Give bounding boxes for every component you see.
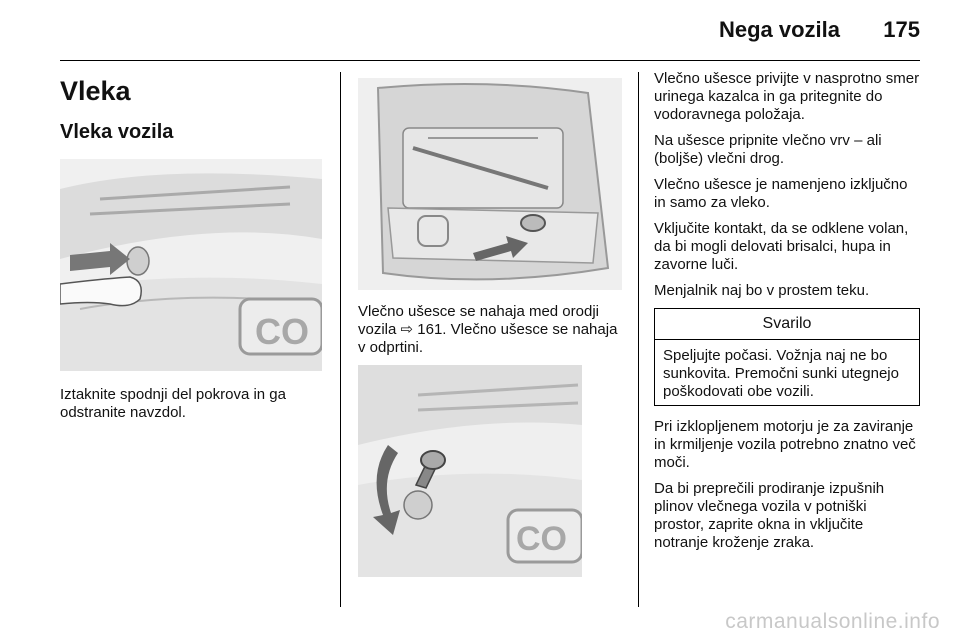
tool-kit-towing-eye-illustration (358, 78, 622, 290)
page-number: 175 (883, 17, 920, 42)
paragraph: Vlečno ušesce privijte v nasprotno smer urinega kazalca in ga pritegnite do vodoravnega položaja. (654, 70, 920, 123)
caption-text: Vlečno ušesce se nahaja med orodji vozila (358, 303, 599, 338)
column-divider (638, 72, 639, 607)
caption-text: 161. Vlečno ušesce se nahaja v odprtini. (358, 321, 618, 356)
paragraph: Vključite kontakt, da se odklene volan, da bi mogli delovati brisalci, hupa in zavorne luči. (654, 220, 909, 273)
column-2 (358, 70, 622, 577)
column-3 (654, 70, 920, 560)
section-heading: Vleka vozila (60, 121, 174, 143)
warning-box (654, 308, 920, 406)
bumper-cover-removal-illustration (60, 159, 322, 371)
towing-eye-installation-illustration (358, 365, 582, 577)
warning-title: Svarilo (655, 309, 919, 340)
page-reference-arrow-icon: ⇨ (400, 321, 414, 338)
warning-body (655, 340, 919, 405)
paragraph: Vlečno ušesce je namenjeno izključno in samo za vleko. (654, 176, 908, 211)
svg-text:CO: CO (516, 520, 567, 558)
section-title: Nega vozila (718, 17, 840, 42)
column-1 (60, 70, 322, 430)
figure-caption: Iztaknite spodnji del pokrova in ga odstranite navzdol. (60, 386, 286, 421)
warning-text: Speljujte počasi. Vožnja naj ne bo sunkovita. Premočni sunki utegnejo poškodovati obe vozili. (663, 347, 899, 400)
svg-text:CO: CO (255, 311, 309, 352)
column-divider (340, 72, 341, 607)
chapter-heading: Vleka (60, 76, 131, 106)
paragraph: Da bi preprečili prodiranje izpušnih plinov vlečnega vozila v potniški prostor, zaprite okna in vključite notranje kroženje zraka. (654, 480, 885, 551)
paragraph: Na ušesce pripnite vlečno vrv – ali (boljše) vlečni drog. (654, 132, 882, 167)
paragraph: Pri izklopljenem motorju je za zaviranje in krmiljenje vozila potrebno znatno več moči. (654, 418, 916, 471)
watermark: carmanualsonline.info (725, 610, 940, 633)
page-header (60, 0, 920, 61)
paragraph: Menjalnik naj bo v prostem teku. (654, 282, 870, 299)
figure-caption (358, 303, 622, 357)
